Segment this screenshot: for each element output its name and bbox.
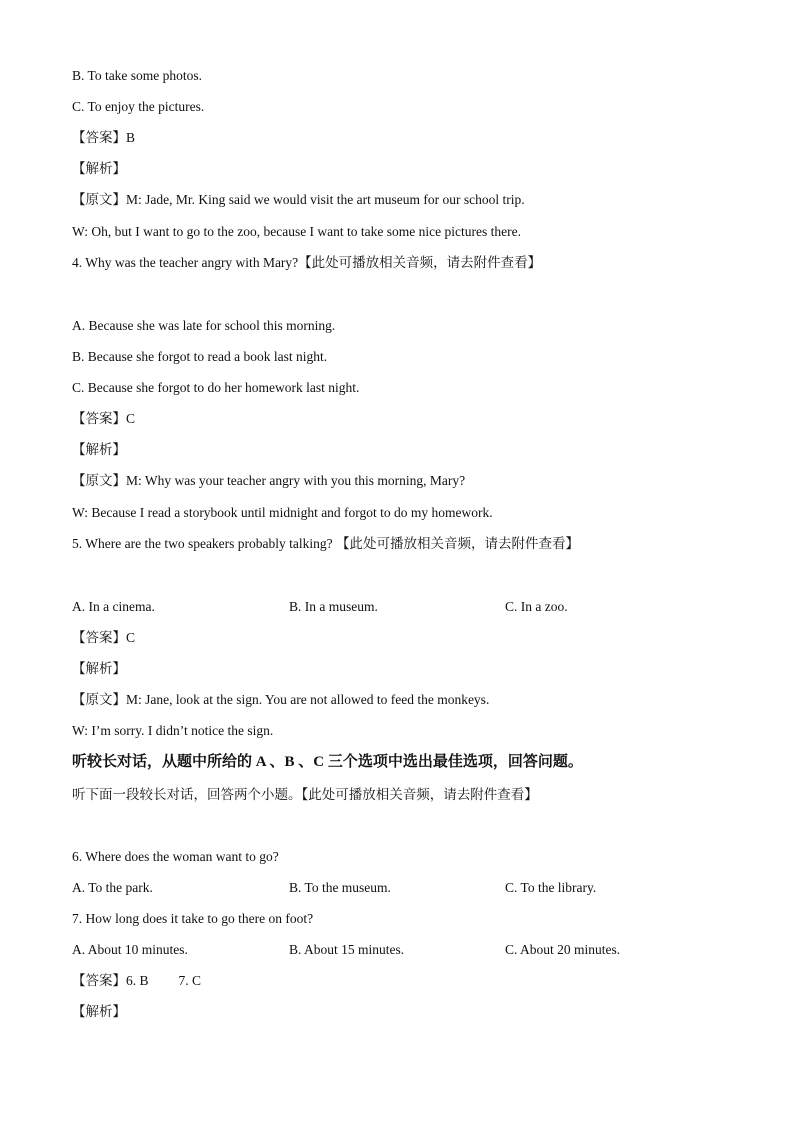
option-q7-c: C. About 20 minutes. [505, 942, 621, 957]
transcript-q5-woman: W: I’m sorry. I didn’t notice the sign. [72, 723, 274, 738]
section-heading: 听较长对话，从题中所给的 A 、B 、C 三个选项中选出最佳选项，回答问题。 [72, 754, 583, 770]
option-q6-c: C. To the library. [505, 880, 597, 895]
option-q5-b: B. In a museum. [289, 599, 378, 614]
answer-q6-q7 [72, 972, 201, 990]
analysis-label-q4: 【解析】 [72, 442, 126, 457]
analysis-label-q5: 【解析】 [72, 661, 126, 676]
option-q3-b: B. To take some photos. [72, 68, 203, 83]
answer-q7: 7. C [178, 973, 202, 988]
transcript-q3-woman: W: Oh, but I want to go to the zoo, because I want to take some nice pictures there. [72, 224, 521, 239]
option-q6-b: B. To the museum. [289, 880, 391, 895]
section-instruction: 听下面一段较长对话，回答两个小题。【此处可播放相关音频，请去附件查看】 [72, 787, 538, 802]
option-q6-a: A. To the park. [72, 880, 153, 895]
option-q4-c: C. Because she forgot to do her homework last night. [72, 380, 360, 395]
option-q5-c: C. In a zoo. [505, 599, 568, 614]
transcript-q4-woman: W: Because I read a storybook until midnight and forgot to do my homework. [72, 505, 493, 520]
answer-q3: 【答案】B [72, 130, 136, 145]
option-q5-a: A. In a cinema. [72, 599, 155, 614]
transcript-q5-man: 【原文】M: Jane, look at the sign. You are not allowed to feed the monkeys. [72, 692, 490, 707]
question-5: 5. Where are the two speakers probably talking? 【此处可播放相关音频，请去附件查看】 [72, 536, 580, 551]
option-q7-b: B. About 15 minutes. [289, 942, 405, 957]
analysis-label-q3: 【解析】 [72, 161, 126, 176]
answer-q4: 【答案】C [72, 411, 136, 426]
answer-q5: 【答案】C [72, 630, 136, 645]
analysis-label-q6-q7: 【解析】 [72, 1004, 126, 1019]
transcript-q4-man: 【原文】M: Why was your teacher angry with you this morning, Mary? [72, 473, 466, 488]
transcript-q3-man: 【原文】M: Jade, Mr. King said we would visit the art museum for our school trip. [72, 192, 525, 207]
question-6: 6. Where does the woman want to go? [72, 849, 279, 864]
option-q4-a: A. Because she was late for school this morning. [72, 318, 336, 333]
option-q3-c: C. To enjoy the pictures. [72, 99, 205, 114]
answer-q6: 【答案】6. B [72, 973, 149, 988]
question-7: 7. How long does it take to go there on foot? [72, 911, 314, 926]
question-4: 4. Why was the teacher angry with Mary?【此处可播放相关音频，请去附件查看】 [72, 255, 542, 270]
option-q7-a: A. About 10 minutes. [72, 942, 188, 957]
option-q4-b: B. Because she forgot to read a book last night. [72, 349, 328, 364]
